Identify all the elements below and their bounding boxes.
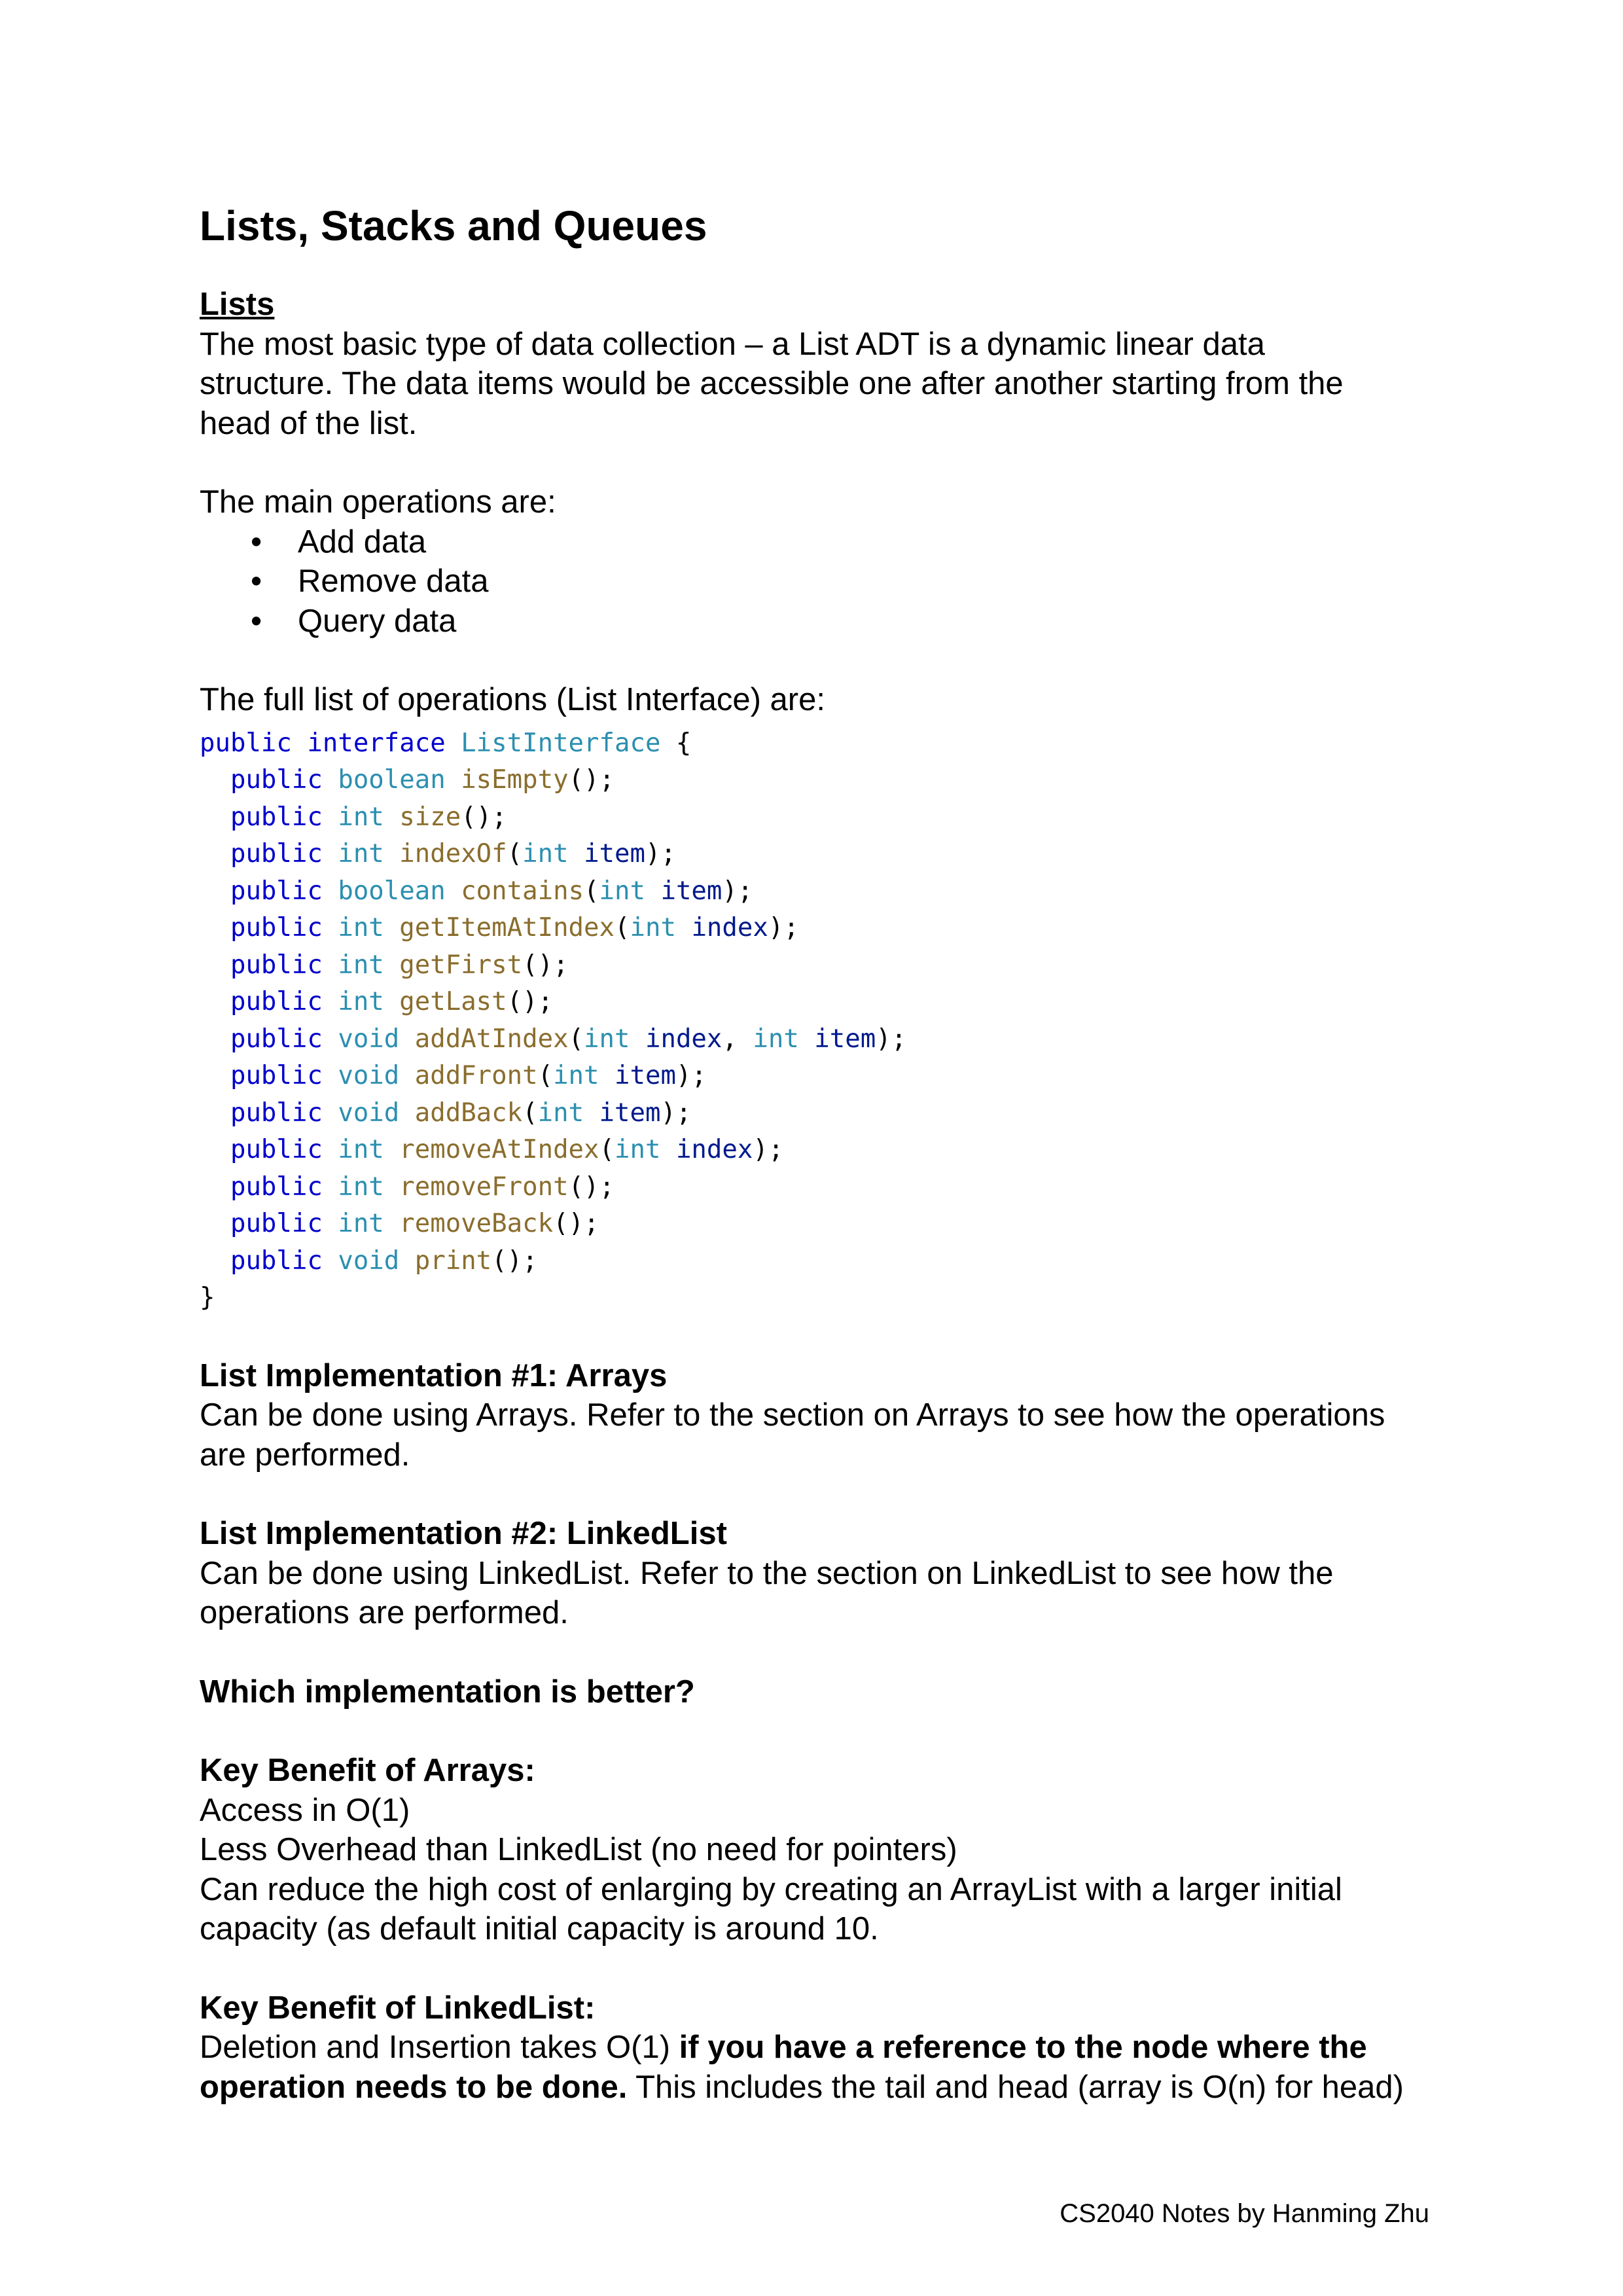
code-line: public int getItemAtIndex(int index); [230,913,799,942]
list-item: • Query data [200,601,1443,641]
arrays-benefit-line: Can reduce the high cost of enlarging by creating an ArrayList with a larger initial [200,1871,1342,1907]
bullet-icon: • [251,524,262,560]
main-ops-label: The main operations are: [200,484,556,520]
impl2-heading: List Implementation #2: LinkedList [200,1516,727,1551]
code-line: } [200,1283,215,1312]
code-line: public int size(); [230,802,507,832]
code-line: public int removeBack(); [230,1209,599,1238]
code-line: public int getFirst(); [230,950,569,980]
code-line: public boolean isEmpty(); [230,765,615,795]
impl1-heading: List Implementation #1: Arrays [200,1357,668,1393]
list-interface-code [200,725,1443,1317]
linked-benefit-line: operation needs to be done. This includes the tail and head (array is O(n) for head) [200,2069,1404,2105]
bullet-icon: • [251,564,262,599]
code-line: public boolean contains(int item); [230,876,753,906]
code-line: public int getLast(); [230,987,554,1016]
lists-heading: Lists [200,287,275,322]
code-line: public void print(); [230,1246,538,1276]
impl1-line: are performed. [200,1437,410,1473]
list-item: • Remove data [200,562,1443,601]
impl1-line: Can be done using Arrays. Refer to the section on Arrays to see how the operations [200,1397,1385,1433]
code-line: public int removeAtIndex(int index); [230,1135,784,1164]
lists-intro-line: structure. The data items would be accessible one after another starting from the [200,366,1344,401]
code-line: public interface ListInterface { [200,728,692,758]
which-heading: Which implementation is better? [200,1674,695,1710]
arrays-benefit-line: Less Overhead than LinkedList (no need for pointers) [200,1832,957,1867]
main-ops-list [200,522,1443,641]
impl2-line: Can be done using LinkedList. Refer to the section on LinkedList to see how the [200,1555,1334,1591]
arrays-benefit-heading: Key Benefit of Arrays: [200,1753,535,1788]
code-line: public int removeFront(); [230,1172,615,1202]
page-footer: CS2040 Notes by Hanming Zhu [1060,2199,1429,2228]
page-title: Lists, Stacks and Queues [200,202,707,249]
code-line: public void addFront(int item); [230,1061,707,1090]
linked-benefit-line: Deletion and Insertion takes O(1) if you have a reference to the node where the [200,2030,1367,2065]
page-content [200,196,1443,2107]
arrays-benefit-line: capacity (as default initial capacity is around 10. [200,1911,879,1946]
lists-intro-line: head of the list. [200,405,418,441]
impl2-line: operations are performed. [200,1595,569,1630]
code-line: public int indexOf(int item); [230,839,676,869]
full-ops-label: The full list of operations (List Interface) are: [200,682,825,717]
list-item: • Add data [200,522,1443,562]
arrays-benefit-line: Access in O(1) [200,1792,410,1828]
linked-benefit-heading: Key Benefit of LinkedList: [200,1990,596,2026]
code-line: public void addBack(int item); [230,1098,692,1128]
lists-intro-line: The most basic type of data collection – a List ADT is a dynamic linear data [200,326,1265,362]
code-line: public void addAtIndex(int index, int item); [230,1024,907,1054]
bullet-icon: • [251,603,262,639]
